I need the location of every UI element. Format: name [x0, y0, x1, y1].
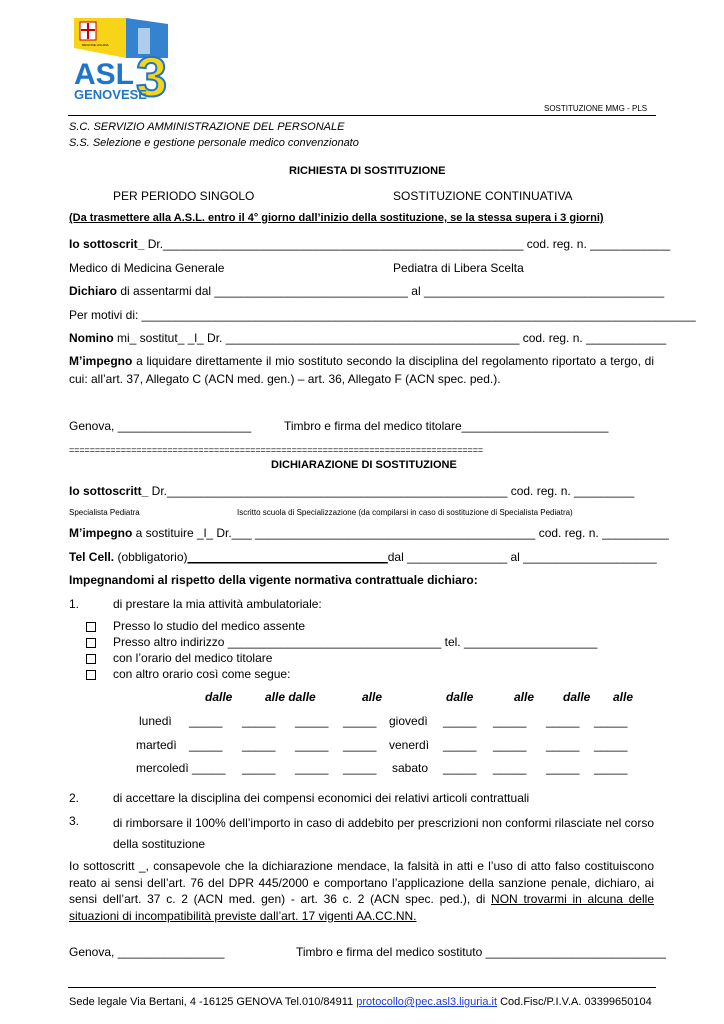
schedule-header-alle-3: alle	[514, 690, 535, 704]
footer-address: Sede legale Via Bertani, 4 -16125 GENOVA Tel.010/84911	[69, 996, 357, 1008]
requester-name-field[interactable]	[69, 237, 670, 251]
statement-part-1: Io sottoscritt _, consapevole che la dichiarazione mendace, la falsità in atti e l’uso di atto falso costituiscono reato ai sensi dell’art. 76 del DPR 445/2000 e comportano l’applicazione della sanzione penale, dichiaro, ai sensi dell’art. 37 c. 2 (ACN med. gen) - art. 36 c. 2 (ACN spec. ped.), di	[69, 859, 654, 906]
option-single-period: PER PERIODO SINGOLO	[113, 189, 255, 203]
role-mmg: Medico di Medicina Generale	[69, 261, 225, 275]
schedule-blank[interactable]: _____	[594, 738, 628, 752]
schedule-blank[interactable]: _____	[295, 761, 329, 775]
tel-mandatory-note: (obbligatorio)	[114, 550, 188, 564]
schedule-blank[interactable]: _____	[189, 738, 223, 752]
impegno-label-2: M’impegno	[69, 526, 133, 540]
declarant-blank[interactable]: Dr.___________________________________________________ cod. reg. n. _________	[148, 484, 635, 498]
check-label-3: con l’orario del medico titolare	[113, 651, 273, 665]
request-title: RICHIESTA DI SOSTITUZIONE	[289, 165, 446, 177]
schedule-blank[interactable]: _____	[189, 714, 223, 728]
absence-period-field[interactable]	[69, 284, 664, 298]
header-divider	[68, 115, 656, 116]
schedule-blank[interactable]: _____	[295, 714, 329, 728]
specialista-pediatra: Specialista Pediatra	[69, 508, 140, 517]
asl3-logo-graphic	[68, 18, 180, 102]
schedule-blank[interactable]: _____	[343, 761, 377, 775]
check-label-4: con altro orario così come segue:	[113, 667, 291, 681]
phone-period-blank[interactable]: dal _______________ al ____________________	[387, 550, 657, 564]
schedule-blank[interactable]: _____	[242, 714, 276, 728]
schedule-blank[interactable]: _____	[493, 714, 527, 728]
statement-non: NON	[491, 892, 518, 906]
schedule-blank[interactable]: _____	[594, 714, 628, 728]
impegno-text: a liquidare direttamente il mio sostituto secondo la disciplina del regolamento riportato a tergo, di cui: all’art. 37, Allegato C (ACN med. gen.) – art. 36, Allegato F (ACN spec. ped.).	[69, 354, 654, 386]
statement-part-2: trovarmi in alcuna delle situazioni di incompatibilità previste dall’art. 17 vigenti AA.CC.NN.	[69, 892, 654, 923]
declarant-name-field[interactable]	[69, 484, 634, 498]
declaration-title: DICHIARAZIONE DI SOSTITUZIONE	[271, 459, 457, 471]
absence-dates-blank[interactable]: di assentarmi dal _____________________________ al ____________________________________	[117, 284, 665, 298]
tel-cell-label: Tel Cell.	[69, 550, 115, 564]
schedule-blank[interactable]: _____	[546, 761, 580, 775]
schedule-blank[interactable]: _____	[493, 738, 527, 752]
day-venerdi: venerdì	[389, 738, 430, 752]
schedule-blank[interactable]: _____	[343, 738, 377, 752]
schedule-blank[interactable]: _____	[493, 761, 527, 775]
schedule-header-dalle-3: dalle	[446, 690, 474, 704]
notice-text: (Da trasmettere alla A.S.L. entro il 4° giorno dall’inizio della sostituzione, se la stessa supera i 3 giorni)	[69, 212, 604, 224]
substitute-signature-field[interactable]: Timbro e firma del medico sostituto ___________________________	[296, 945, 666, 959]
impegno-label: M’impegno	[69, 354, 133, 368]
day-sabato: sabato	[392, 761, 429, 775]
schedule-blank[interactable]: _____	[546, 714, 580, 728]
schedule-blank[interactable]: _____	[242, 738, 276, 752]
substituted-doctor-blank[interactable]: a sostituire _l_ Dr.___ __________________________________________ cod. reg. n. __________	[132, 526, 669, 540]
option-continuous: SOSTITUZIONE CONTINUATIVA	[393, 189, 573, 203]
schedule-blank[interactable]: _____	[443, 761, 477, 775]
holder-signature-field[interactable]: Timbro e firma del medico titolare______________________	[284, 419, 609, 433]
footer-divider	[68, 987, 656, 988]
io-sottoscritto-label: Io sottoscrit_	[69, 237, 145, 251]
footer-email-link[interactable]: protocollo@pec.asl3.liguria.it	[356, 996, 498, 1008]
io-sottoscritto-label-2: Io sottoscritt_	[69, 484, 149, 498]
item-3-number: 3.	[69, 814, 80, 828]
schedule-blank[interactable]: _____	[546, 738, 580, 752]
schedule-header-alle-dalle: alle dalle	[265, 690, 316, 704]
phone-field[interactable]	[69, 550, 657, 564]
separator-line: ================================================================================	[69, 445, 484, 455]
schedule-header-dalle-1: dalle	[205, 690, 233, 704]
footer-tax-code: Cod.Fisc/P.I.V.A. 03399650104	[497, 996, 652, 1008]
substitute-name-field[interactable]	[69, 331, 666, 345]
item-2-text: di accettare la disciplina dei compensi economici dei relativi articoli contrattuali	[113, 791, 530, 805]
schedule-header-alle-2: alle	[362, 690, 383, 704]
schedule-blank[interactable]: _____	[443, 738, 477, 752]
schedule-blank[interactable]: _____	[192, 761, 226, 775]
self-declaration-statement	[69, 858, 654, 924]
checkbox-altro-indirizzo[interactable]	[86, 638, 96, 648]
checkbox-altro-orario[interactable]	[86, 670, 96, 680]
svg-text:ASL: ASL	[74, 58, 134, 91]
item-1-number: 1.	[69, 597, 80, 611]
check-label-1: Presso lo studio del medico assente	[113, 619, 306, 633]
substitute-blank[interactable]: mi_ sostitut_ _l_ Dr. ____________________________________________ cod. reg. n. ____________	[113, 331, 667, 345]
department-line-2: S.S. Selezione e gestione personale medico convenzionato	[69, 137, 359, 149]
svg-text:GENOVESE: GENOVESE	[74, 87, 147, 102]
role-pls: Pediatra di Libera Scelta	[393, 261, 524, 275]
nomino-label: Nomino	[69, 331, 114, 345]
asl3-logo	[68, 18, 180, 102]
checkbox-orario-titolare[interactable]	[86, 654, 96, 664]
day-lunedi: lunedì	[139, 714, 172, 728]
specialization-school-note: Iscritto scuola di Specializzazione (da compilarsi in caso di sostituzione di Specialista Pediatra)	[237, 508, 573, 517]
checkbox-studio-assente[interactable]	[86, 622, 96, 632]
genova-date-field-2[interactable]: Genova, ________________	[69, 945, 225, 959]
substitute-commitment-field[interactable]	[69, 526, 669, 540]
reasons-field[interactable]: Per motivi di: ___________________________________________________________________________________	[69, 308, 696, 322]
check-label-2[interactable]: Presso altro indirizzo ________________________________ tel. ____________________	[113, 635, 598, 649]
schedule-header-dalle-4: dalle	[563, 690, 591, 704]
day-giovedi: giovedì	[389, 714, 428, 728]
item-1-text: di prestare la mia attività ambulatoriale:	[113, 597, 322, 611]
schedule-blank[interactable]: _____	[594, 761, 628, 775]
schedule-header-alle-4: alle	[613, 690, 634, 704]
svg-text:3: 3	[136, 45, 168, 102]
phone-blank[interactable]: ______________________________	[187, 550, 388, 564]
schedule-blank[interactable]: _____	[343, 714, 377, 728]
day-martedi: martedì	[136, 738, 177, 752]
commitment-intro: Impegnandomi al rispetto della vigente normativa contrattuale dichiaro:	[69, 573, 478, 587]
document-type: SOSTITUZIONE MMG - PLS	[544, 104, 648, 113]
genova-date-field[interactable]: Genova, ____________________	[69, 419, 252, 433]
payment-commitment	[69, 353, 654, 388]
department-line-1: S.C. SERVIZIO AMMINISTRAZIONE DEL PERSONALE	[69, 121, 345, 133]
schedule-blank[interactable]: _____	[443, 714, 477, 728]
schedule-blank[interactable]: _____	[242, 761, 276, 775]
item-2-number: 2.	[69, 791, 80, 805]
day-mercoledi: mercoledì	[136, 761, 189, 775]
schedule-blank[interactable]: _____	[295, 738, 329, 752]
svg-text:REGIONE LIGURIA: REGIONE LIGURIA	[82, 43, 109, 47]
requester-name-blank[interactable]: Dr.______________________________________________________ cod. reg. n. ____________	[144, 237, 671, 251]
item-3-text: di rimborsare il 100% dell’importo in caso di addebito per prescrizioni non conformi rilasciate nel corso della sostituzione	[113, 816, 654, 851]
dichiaro-label: Dichiaro	[69, 284, 118, 298]
footer-legal	[69, 996, 652, 1008]
